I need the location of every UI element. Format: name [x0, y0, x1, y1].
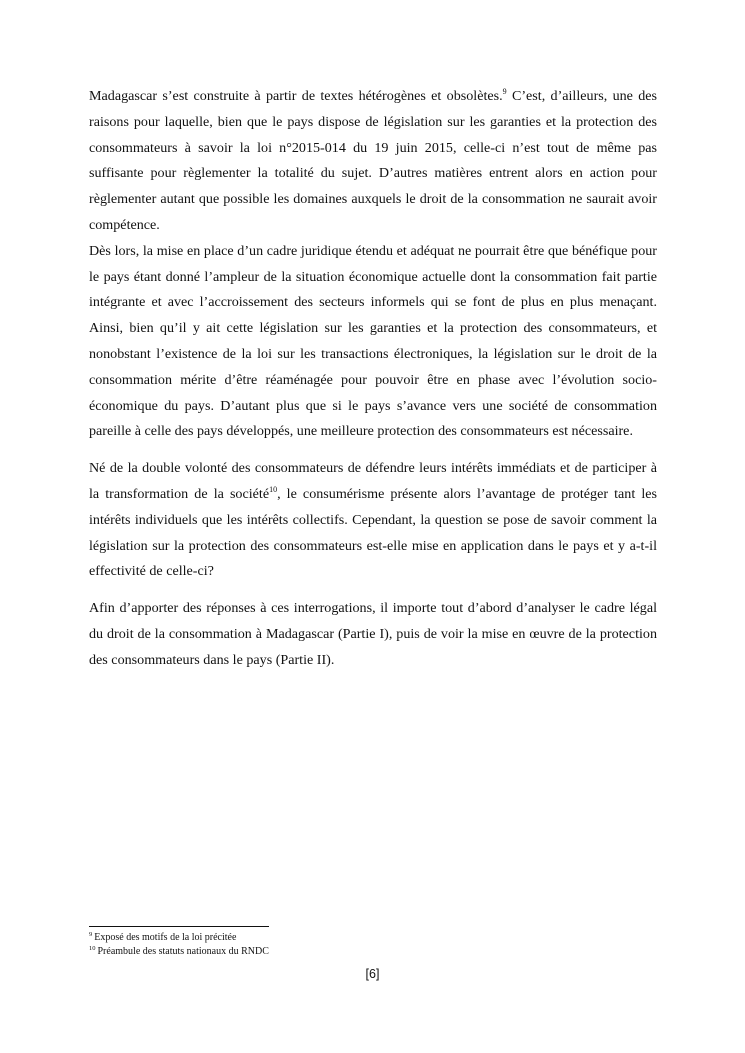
- paragraph-1-text-a: Madagascar s’est construite à partir de textes hétérogènes et obsolètes.: [89, 88, 503, 104]
- footnote-9: [89, 931, 649, 945]
- paragraph-1: [89, 84, 657, 239]
- paragraph-3-text-a: Né de la double volonté des consommateurs de défendre leurs intérêts immédiats et de participer à la transformation de la société: [89, 460, 657, 502]
- paragraph-4: Afin d’apporter des réponses à ces interrogations, il importe tout d’abord d’analyser le cadre légal du droit de la consommation à Madagascar (Partie I), puis de voir la mise en œuvre de la protection des consommateurs dans le pays (Partie II).: [89, 600, 657, 668]
- footnote-ref-10[interactable]: 10: [269, 484, 278, 494]
- footnote-number: 9: [89, 931, 93, 938]
- footnotes: [89, 931, 649, 959]
- footnote-text: Exposé des motifs de la loi précitée: [94, 932, 237, 943]
- body-text: [89, 84, 657, 674]
- footnote-text: Préambule des statuts nationaux du RNDC: [97, 946, 269, 957]
- footnote-10: [89, 945, 649, 959]
- page-number: [6]: [365, 967, 380, 981]
- paragraph-3-text-b: , le consumérisme présente alors l’avantage de protéger tant les intérêts individuels que les intérêts collectifs. Cependant, la question se pose de savoir comment la législation sur la protection des consommateurs est-elle mise en application dans le pays et y a-t-il effectivité de celle-ci?: [89, 485, 657, 580]
- footnote-separator: [89, 926, 269, 927]
- paragraph-1-text-b: C’est, d’ailleurs, une des raisons pour laquelle, bien que le pays dispose de législation sur les garanties et la protection des consommateurs à savoir la loi n°2015-014 du 19 juin 2015, celle-ci n’est tout de même pas suffisante pour règlementer la totalité du sujet. D’autres matières entrent alors en action pour règlementer autant que possible les domaines auxquels le droit de la consommation ne saurait avoir compétence.: [89, 88, 658, 233]
- paragraph-3: [89, 456, 657, 585]
- footnote-number: 10: [89, 945, 96, 952]
- footnote-ref-9[interactable]: 9: [502, 87, 507, 96]
- paragraph-2: Dès lors, la mise en place d’un cadre juridique étendu et adéquat ne pourrait être que bénéfique pour le pays étant donné l’ampleur de la situation économique actuelle dont la consommation fait partie intégrante et avec l’accroissement des secteurs informels qui se font de plus en plus menaçant. Ainsi, bien qu’il y ait cette législation sur les garanties et la protection des consommateurs, et nonobstant l’existence de la loi sur les transactions électroniques, la législation sur le droit de la consommation mérite d’être réaménagée pour pouvoir être en phase avec l’évolution socio-économique du pays. D’autant plus que si le pays s’avance vers une société de consommation pareille à celle des pays développés, une meilleure protection des consommateurs est nécessaire.: [89, 242, 657, 440]
